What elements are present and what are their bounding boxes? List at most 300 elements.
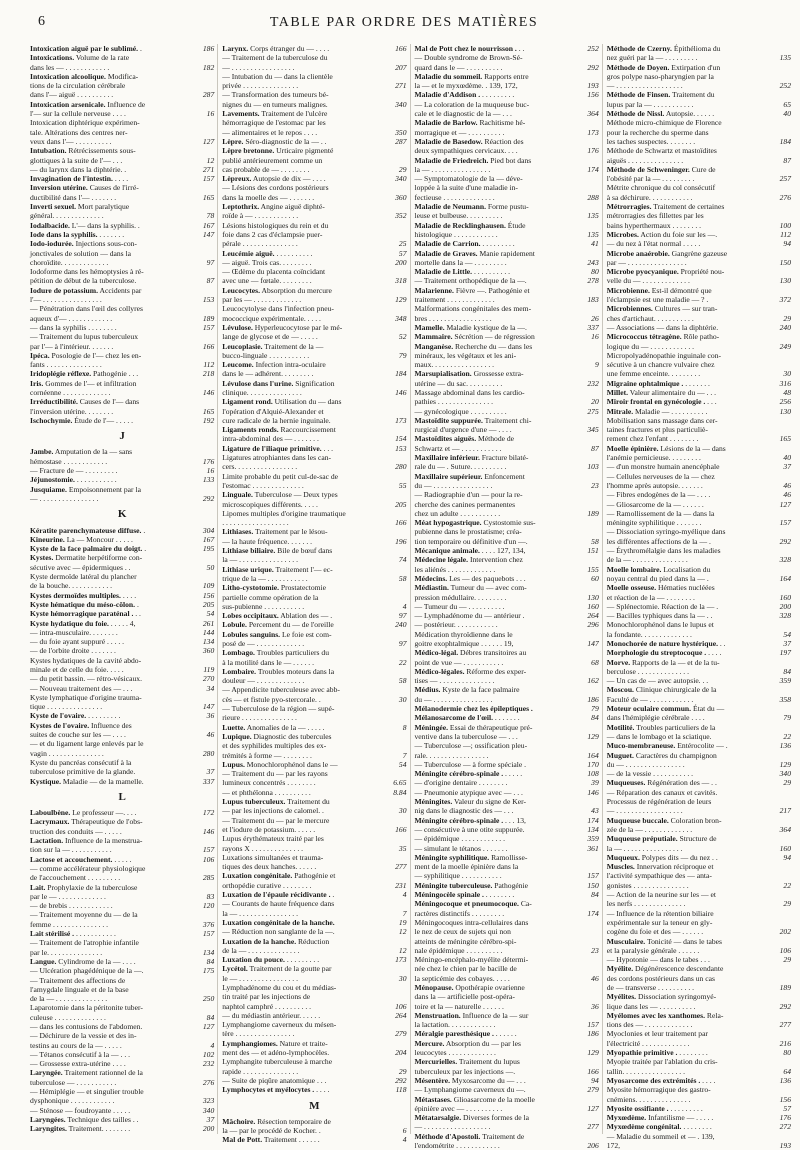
entry-text: nig dans le diagnostic des — . . . (414, 806, 514, 816)
entry-page-number: 276 (202, 1077, 215, 1087)
entry-text: rapide . . . . . . . . . . . . . . . (222, 1066, 299, 1076)
index-entry (30, 447, 214, 456)
index-entry (415, 211, 599, 220)
entry-text: métrorragies des fillettes par les (606, 211, 704, 221)
index-entry (222, 183, 406, 192)
index-entry (607, 183, 791, 192)
index-entry (222, 899, 406, 908)
entry-page-number: 78 (206, 211, 215, 221)
entry-text: Méthode de Nissl. Autopsie. . . . . . (606, 109, 715, 119)
entry-text: Méthode micro-chimique de Florence (606, 118, 722, 128)
index-entry (222, 565, 406, 574)
entry-page-number: 6 (402, 1126, 407, 1136)
index-entry (415, 1141, 599, 1150)
index-entry (222, 518, 406, 527)
index-entry (222, 695, 406, 704)
index-entry (607, 323, 791, 332)
entry-headword: Mitrale. (606, 406, 634, 416)
entry-page-number: 166 (587, 1066, 599, 1076)
entry-headword: Mercure. (414, 1038, 445, 1048)
index-entry (607, 825, 791, 834)
entry-page-number: 240 (779, 322, 791, 332)
index-entry (30, 457, 214, 466)
entry-headword: Lacrymaux. (30, 817, 70, 827)
index-entry (415, 992, 599, 1001)
entry-text: Méthode d'Apostoli. Traitement de (414, 1131, 525, 1141)
index-entry (30, 485, 214, 494)
index-entry (607, 1095, 791, 1104)
index-entry (222, 72, 406, 81)
index-entry (222, 211, 406, 220)
index-entry (607, 416, 791, 425)
index-entry (222, 128, 406, 137)
index-entry (222, 63, 406, 72)
index-entry (30, 544, 214, 553)
entry-text: Jambe. Amputation de la — sans (30, 447, 133, 457)
entry-text: cogène du foie et des — . . . . . . (606, 927, 704, 937)
entry-text: Médico-légales. Réforme des exper- (414, 666, 527, 676)
page-title: TABLE PAR ORDRE DES MATIÈRES (269, 15, 539, 30)
entry-text: — Suite de piqûre anatomique . . . (222, 1075, 327, 1085)
index-entry (415, 527, 599, 536)
index-entry (415, 1002, 599, 1011)
entry-headword: Lupus tuberculeux. (222, 797, 286, 807)
entry-page-number: 189 (779, 982, 791, 992)
index-entry (607, 286, 791, 295)
entry-page-number: 196 (395, 536, 407, 546)
index-entry (30, 156, 214, 165)
entry-page-number: 156 (779, 1094, 791, 1104)
entry-text: la — et le myxœdème. . 139, 172, (414, 81, 518, 91)
entry-text: la lactation. . . . . . . . . . . . . (414, 1020, 496, 1030)
entry-text: Ligature de l'iliaque primitive. . . . (222, 443, 334, 453)
entry-text: Lactation. Influence de la menstrua- (30, 836, 143, 846)
entry-text: — Lésions des cordons postérieurs (222, 183, 329, 193)
entry-page-number: 157 (587, 1020, 599, 1030)
index-entry (30, 1124, 214, 1133)
index-entry (30, 1050, 214, 1059)
entry-page-number: 130 (779, 406, 791, 416)
index-entry (415, 509, 599, 518)
entry-headword: Micrococcus tétragène. (606, 332, 682, 342)
entry-page-number: 8.84 (393, 787, 407, 797)
entry-text: Lymphangiomes. Nature et traite- (222, 1038, 328, 1048)
index-entry (415, 1085, 599, 1094)
entry-text: testins au cours de la — . . . . . (30, 1040, 122, 1050)
index-entry (415, 90, 599, 99)
index-entry (222, 918, 406, 927)
entry-text: — Traitement du — par les rayons (222, 769, 328, 779)
entry-headword: Maxillaire supérieur. (414, 471, 483, 481)
entry-page-number: 16 (206, 109, 215, 119)
entry-page-number: 94 (783, 852, 791, 862)
entry-text: Moelle épinière. Lésions de la — dans (606, 443, 726, 453)
index-entry (30, 619, 214, 628)
entry-text: Motilité. Troubles particuliers de la (606, 722, 716, 732)
index-entry (607, 72, 791, 81)
entry-headword: Moscou. (606, 685, 634, 695)
entry-text: rale du — . Suture. . . . . . . . . . (414, 462, 507, 472)
entry-page-number: 150 (587, 880, 599, 890)
index-entry (415, 165, 599, 174)
index-entry (415, 118, 599, 127)
entry-text: Méningites. Valeur du signe de Ker- (414, 797, 526, 807)
index-entry (415, 1048, 599, 1057)
entry-text: sécutive à un chancre vulvaire chez (606, 360, 715, 370)
entry-text: — du petit bassin. — rétro-vésicaux. (30, 674, 142, 684)
entry-page-number: 292 (395, 1075, 407, 1085)
entry-text: Leucoplasie. Traitement de la — (222, 341, 324, 351)
index-entry (415, 583, 599, 592)
entry-headword: Méthode de Nissl. (606, 109, 665, 119)
entry-page-number: 167 (202, 534, 215, 544)
index-entry (607, 146, 791, 155)
index-entry (30, 416, 214, 425)
entry-text: Ligatures atrophiantes dans les can- (222, 453, 332, 463)
entry-page-number: 108 (587, 769, 599, 779)
entry-headword: Médico-légales. (414, 666, 465, 676)
entry-text: lique dans les — . . . . . . . . . . (606, 1001, 696, 1011)
entry-page-number: 271 (202, 164, 215, 174)
index-entry (415, 388, 599, 397)
entry-page-number: 207 (395, 62, 407, 72)
entry-page-number: 252 (779, 81, 791, 91)
entry-text: Migraine ophtalmique . . . . . . . . (606, 378, 710, 388)
index-entry (222, 555, 406, 564)
entry-page-number: 285 (202, 873, 215, 883)
index-entry (30, 777, 214, 786)
entry-headword: Luxation congénitale de la hanche. (222, 917, 335, 927)
entry-text: sus-pubienne . . . . . . . . . . . (222, 601, 305, 611)
index-entry (607, 314, 791, 323)
entry-page-number: 120 (202, 901, 215, 911)
index-entry (30, 920, 214, 929)
entry-headword: Méningocèle spinale . (414, 890, 484, 900)
entry-text: — la haute fréquence. . . . . . . (222, 536, 313, 546)
index-entry (415, 769, 599, 778)
entry-text: à sa déchirure. . . . . . . . . . . . (606, 192, 693, 202)
entry-text: Méningocoque et pneumocoque. Ca- (414, 899, 532, 909)
entry-page-number: 328 (779, 611, 791, 621)
entry-text: cers. . . . . . . . . . . . . . . . . (222, 462, 298, 472)
entry-page-number: 134 (202, 637, 215, 647)
index-entry (222, 946, 406, 955)
entry-text: par l'— à l'intérieur. . . . . . . (30, 341, 114, 351)
entry-text: Métrorragies. Traitement de certaines (606, 202, 725, 212)
index-entry (607, 276, 791, 285)
entry-text: une femme enceinte. . . . . . . . . (606, 369, 701, 379)
index-entry (222, 462, 406, 471)
entry-text: — Ulcération phagédénique de la —. (30, 966, 144, 976)
entry-text: Ischochymie. Étude de l'— . . . . . (30, 415, 134, 425)
entry-page-number: 272 (779, 1122, 791, 1132)
index-entry (415, 453, 599, 462)
entry-page-number: 359 (779, 676, 791, 686)
entry-text: publié antérieurement comme un (222, 155, 323, 165)
entry-text: — Lymphadénome du — antérieur . (414, 611, 525, 621)
entry-text: cnémiens. . . . . . . . . . . . . . . (606, 1094, 691, 1104)
index-entry (222, 1029, 406, 1038)
entry-text: Myxœdème congénital. . . . . . . . . (606, 1122, 712, 1132)
entry-headword: Litho-cystotomie. (222, 583, 279, 593)
entry-headword: Lobes occipitaux. (222, 611, 279, 621)
entry-page-number: 350 (395, 127, 407, 137)
entry-text: de la — . . . . . . . . . . . . . . (222, 945, 300, 955)
entry-page-number: 50 (206, 562, 215, 572)
entry-text: — Réduction non sanglante de la —. (222, 927, 335, 937)
index-entry (222, 369, 406, 378)
entry-text: Méthode de Czerny. Épithélioma du (606, 44, 721, 53)
entry-text: Maladie de Recklinghausen. Étude (414, 220, 526, 230)
entry-headword: Moteur oculaire commun. (606, 704, 692, 714)
entry-headword: Lèpreux. (222, 174, 252, 184)
index-entry (607, 611, 791, 620)
entry-headword: Muqueuse préputiale. (606, 834, 678, 844)
entry-page-number: 160 (587, 601, 599, 611)
index-entry (607, 174, 791, 183)
entry-text: mortelle dans la — . . . . . . . . . (414, 257, 507, 267)
entry-text: l'— . . . . . . . . . . . . . . . . (30, 295, 102, 305)
entry-text: Luxation congénitale. Pathogénie et (222, 871, 336, 881)
entry-text: Iodure de potassium. Accidents par (30, 285, 142, 295)
entry-page-number: 287 (395, 136, 407, 146)
entry-text: tin traité par les injections de (222, 992, 311, 1002)
entry-headword: Muco-membraneuse. (606, 741, 676, 751)
entry-text: de l'accouchement . . . . . . . . . (30, 873, 121, 883)
entry-text: Mâchoire. Résection temporaire de (222, 1116, 331, 1126)
index-entry (607, 211, 791, 220)
entry-page-number: 8 (402, 722, 407, 732)
entry-headword: Intoxication arsenicale. (30, 99, 106, 109)
index-entry (607, 1132, 791, 1141)
entry-text: tuberculose — . . . . . . . . . . . (30, 1077, 117, 1087)
entry-text: Musculaire. Tonicité — dans le tabes (606, 936, 722, 946)
entry-text: Leucome. Infection intra-oculaire (222, 360, 326, 370)
entry-text: cure radicale de la hernie inguinale. (222, 415, 331, 425)
entry-headword: Leptothrix. (222, 202, 260, 212)
entry-page-number: 146 (395, 387, 407, 397)
entry-text: sécutive avec — épidermiques . . (30, 562, 131, 572)
index-entry (222, 732, 406, 741)
index-entry (415, 323, 599, 332)
entry-text: — du médiastin antérieur. . . . . . (222, 1010, 321, 1020)
entry-text: de la bouche. . . . . . . . . . . . (30, 581, 113, 591)
index-entry (222, 416, 406, 425)
entry-text: et réaction de la — . . . . . . . . (606, 592, 695, 602)
index-entry (222, 453, 406, 462)
entry-page-number: 30 (398, 806, 407, 816)
index-entry (222, 109, 406, 118)
entry-headword: Mastoïdite suppurée. (414, 415, 483, 425)
index-entry (415, 1113, 599, 1122)
index-entry (607, 695, 791, 704)
index-entry (607, 500, 791, 509)
entry-headword: Méningite cérébro-spinale . (414, 815, 504, 825)
entry-text: dans le — adhérent. . . . . . . . . (222, 369, 314, 379)
index-entry (415, 193, 599, 202)
index-entry (30, 665, 214, 674)
entry-text: la fondante. . . . . . . . . . . . . . (606, 629, 692, 639)
index-entry (30, 90, 214, 99)
entry-text: Laryngites. Traitement. . . . . . . . (30, 1124, 131, 1134)
entry-page-number: 376 (202, 919, 215, 929)
entry-text: — Bacilles typhiques dans la — . . (606, 611, 713, 621)
index-entry (415, 462, 599, 471)
index-entry (30, 702, 214, 711)
entry-page-number: 358 (779, 694, 791, 704)
entry-headword: Iris. (30, 378, 44, 388)
entry-page-number: 40 (783, 109, 791, 119)
entry-page-number: 216 (779, 1038, 791, 1048)
entry-page-number: 276 (779, 192, 791, 202)
entry-headword: Maladie de Basedow. (414, 136, 483, 146)
index-entry (30, 674, 214, 683)
entry-text: l'— sur la cellule nerveuse . . . . (30, 109, 126, 119)
entry-text: Myopie traitée par l'ablation du cris- (606, 1057, 718, 1067)
index-entry (607, 351, 791, 360)
entry-page-number: 25 (398, 239, 407, 249)
index-entry (222, 146, 406, 155)
index-entry (30, 994, 214, 1003)
index-entry (30, 938, 214, 947)
entry-text: Médication thyroïdienne dans le (414, 629, 513, 639)
index-entry (607, 871, 791, 880)
index-entry (607, 1076, 791, 1085)
entry-page-number: 16 (206, 466, 215, 476)
entry-text: Lymphadénome du cou et du médias- (222, 982, 337, 992)
entry-text: — Ramollissement de la — dans la (606, 508, 715, 518)
entry-headword: Kineurine. (30, 534, 65, 544)
entry-text: l'obésité par la — . . . . . . . . . (606, 174, 695, 184)
index-entry (222, 685, 406, 694)
entry-page-number: 157 (202, 845, 215, 855)
entry-page-number: 250 (202, 994, 215, 1004)
index-entry (607, 81, 791, 90)
index-entry (30, 739, 214, 748)
entry-page-number: 337 (202, 776, 215, 786)
entry-text: Lupique. Diagnostic des tubercules (222, 731, 332, 741)
entry-headword: Lithiases. (222, 527, 254, 537)
index-entry (222, 1135, 406, 1144)
index-entry (222, 723, 406, 732)
entry-headword: Kystique. (30, 776, 62, 786)
entry-page-number: 84 (591, 890, 599, 900)
entry-text: du — . . . . . . . . . . . . . . . . (414, 480, 493, 490)
entry-page-number: 29 (783, 778, 791, 788)
index-entry (415, 611, 599, 620)
index-entry (415, 816, 599, 825)
entry-headword: Mal de Pott chez le nourrisson . (414, 44, 517, 53)
index-column-2 (222, 44, 410, 1145)
entry-text: trique de la — . . . . . . . . . . . (222, 573, 308, 583)
index-entry (222, 648, 406, 657)
entry-text: Muco-membraneuse. Entérocolite — . (606, 741, 728, 751)
entry-text: tiques des deux hanches. . . . . . (222, 862, 317, 872)
entry-headword: Myosarcome des extrémités . (606, 1075, 701, 1085)
index-entry (415, 314, 599, 323)
entry-page-number: 130 (587, 592, 599, 602)
index-entry (415, 593, 599, 602)
entry-page-number: 29 (783, 899, 791, 909)
index-entry (222, 537, 406, 546)
entry-text: Iodalbacide. L'— dans la syphilis. . (30, 220, 140, 230)
entry-text: lange de glycose et de — . . . . . (222, 332, 318, 342)
entry-page-number: 165 (779, 434, 791, 444)
index-entry (30, 976, 214, 985)
entry-headword: Lobule. (222, 620, 247, 630)
entry-text: Méningite cérébro-spinale . . . . 13, (414, 815, 526, 825)
entry-page-number: 58 (398, 573, 407, 583)
index-entry (30, 535, 214, 544)
entry-text: Métastases. Glioasarcome de la moelle (414, 1094, 535, 1104)
entry-page-number: 195 (202, 544, 215, 554)
entry-text: — Hypotonie — dans le tabes . . . (606, 955, 710, 965)
index-entry (222, 249, 406, 258)
entry-headword: Muqueuses. (606, 778, 646, 788)
entry-text: méningite syphilitique . . . . . . . (606, 518, 702, 528)
entry-text: ment des — et adéno-lymphocèles. (222, 1048, 330, 1058)
entry-text: Méningocèle spinale . . . . . . . . . (414, 890, 515, 900)
index-entry (607, 899, 791, 908)
entry-page-number: 64 (783, 1066, 791, 1076)
entry-text: — Tuberculose — à forme spéciale . (414, 759, 527, 769)
entry-page-number: 205 (202, 599, 215, 609)
entry-page-number: 170 (587, 759, 599, 769)
index-entry (222, 1020, 406, 1029)
entry-text: gonistes . . . . . . . . . . . . . . . (606, 880, 689, 890)
entry-headword: Lévulose dans l'urine. (222, 378, 294, 388)
entry-text: Kyste hémorragique paraténal . . . (30, 609, 141, 619)
entry-text: — . . . . . . . . . . . . . . . . . . (414, 1122, 491, 1132)
entry-text: Iridoplégie réflexe. Pathogénie . . . (30, 369, 139, 379)
entry-text: Leucocytolyse dans l'infection pneu- (222, 304, 334, 314)
entry-text: Maladie du sommeil. Rapports entre (414, 71, 529, 81)
entry-headword: Lactation. (30, 836, 64, 846)
entry-text: . . . . . . . . . . . . . . . . . . (222, 518, 289, 528)
index-entry (415, 100, 599, 109)
index-entry (222, 388, 406, 397)
index-entry (607, 816, 791, 825)
entry-page-number: 174 (587, 908, 599, 918)
index-entry (30, 466, 214, 475)
index-entry (30, 526, 214, 535)
entry-text: — syphilitique . . . . . . . . . . . (414, 871, 502, 881)
index-entry (415, 909, 599, 918)
entry-text: chez un adulte . . . . . . . . . . . (414, 508, 501, 518)
index-entry (222, 546, 406, 555)
entry-text: par le. . . . . . . . . . . . . . . (30, 947, 103, 957)
entry-headword: Monochorée de nature hystérique. (606, 639, 718, 648)
index-entry (607, 769, 791, 778)
index-entry (222, 304, 406, 313)
index-entry (607, 685, 791, 694)
entry-text: Lactose et accouchement. . . . . . (30, 854, 132, 864)
index-entry (222, 276, 406, 285)
entry-text: Intoxication alcoolique. Modifica- (30, 71, 139, 81)
entry-text: — Influence de la rétention biliaire (606, 908, 714, 918)
entry-page-number: 164 (779, 573, 791, 583)
entry-text: atteints de méningite cérébro-spi- (414, 936, 517, 946)
entry-headword: Intoxications. (30, 53, 75, 63)
index-entry (415, 490, 599, 499)
index-entry (415, 713, 599, 722)
entry-text (222, 918, 383, 927)
index-entry (415, 555, 599, 564)
index-entry (607, 332, 791, 341)
entry-text: Mélanosarcome de l'œil. . . . . . . . (414, 713, 520, 723)
entry-text: — Un cas de — avec autopsie. . . (606, 676, 709, 686)
entry-headword: Moelle épinière. (606, 443, 659, 453)
